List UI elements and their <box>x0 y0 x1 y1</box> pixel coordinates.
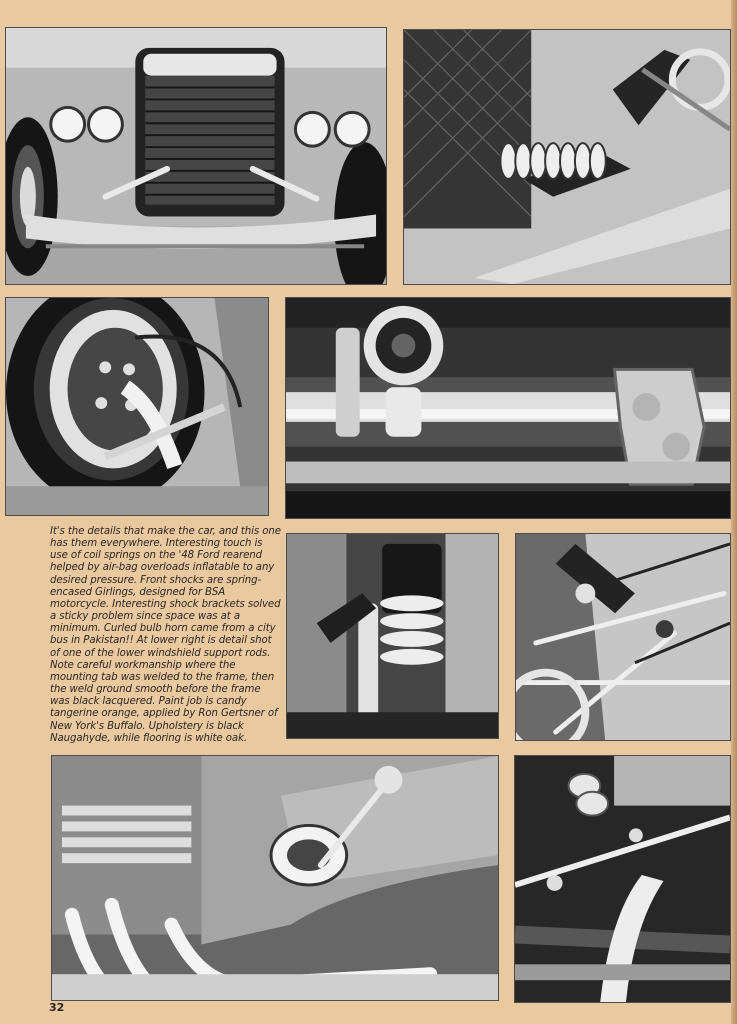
photo-shock-bracket <box>286 533 499 739</box>
photo-windshield-rod-image <box>515 756 730 1002</box>
page-edge <box>731 0 737 1024</box>
photo-rear-wheel-image <box>6 298 268 515</box>
photo-engine-exhaust-image <box>52 756 498 1000</box>
photo-rear-wheel <box>5 297 269 516</box>
photo-rear-suspension <box>515 533 731 741</box>
photo-rear-suspension-image <box>516 534 730 740</box>
photo-windshield-rod <box>514 755 731 1003</box>
photo-engine-exhaust <box>51 755 499 1001</box>
photo-front-coil-shock <box>403 29 731 285</box>
photo-front-end <box>5 27 387 285</box>
page-number: 32 <box>49 1001 65 1014</box>
photo-bulb-horn-image <box>286 298 730 518</box>
photo-front-end-image <box>6 28 386 284</box>
photo-caption: It's the details that make the car, and this one has them everywhere. Interesting touch is use of coil springs on the '48 Ford rearend helped by air-bag overloads inflatable to any desired pressure. Front shocks are spring-encased Girlings, designed for BSA motorcycle. Interesting shock brackets solved a sticky problem since space was at a minimum. Curled bulb horn came from a city bus in Pakistan!! At lower right is detail shot of one of the lower windshield support rods. Note careful workmanship where the mounting tab was welded to the frame, then the weld ground smooth before the frame was black lacquered. Paint job is candy tangerine orange, applied by Ron Gertsner of New York's Buffalo. Upholstery is black Naugahyde, while flooring is white oak. <box>50 526 281 744</box>
photo-bulb-horn <box>285 297 731 519</box>
photo-shock-bracket-image <box>287 534 498 738</box>
photo-front-coil-shock-image <box>404 30 730 284</box>
